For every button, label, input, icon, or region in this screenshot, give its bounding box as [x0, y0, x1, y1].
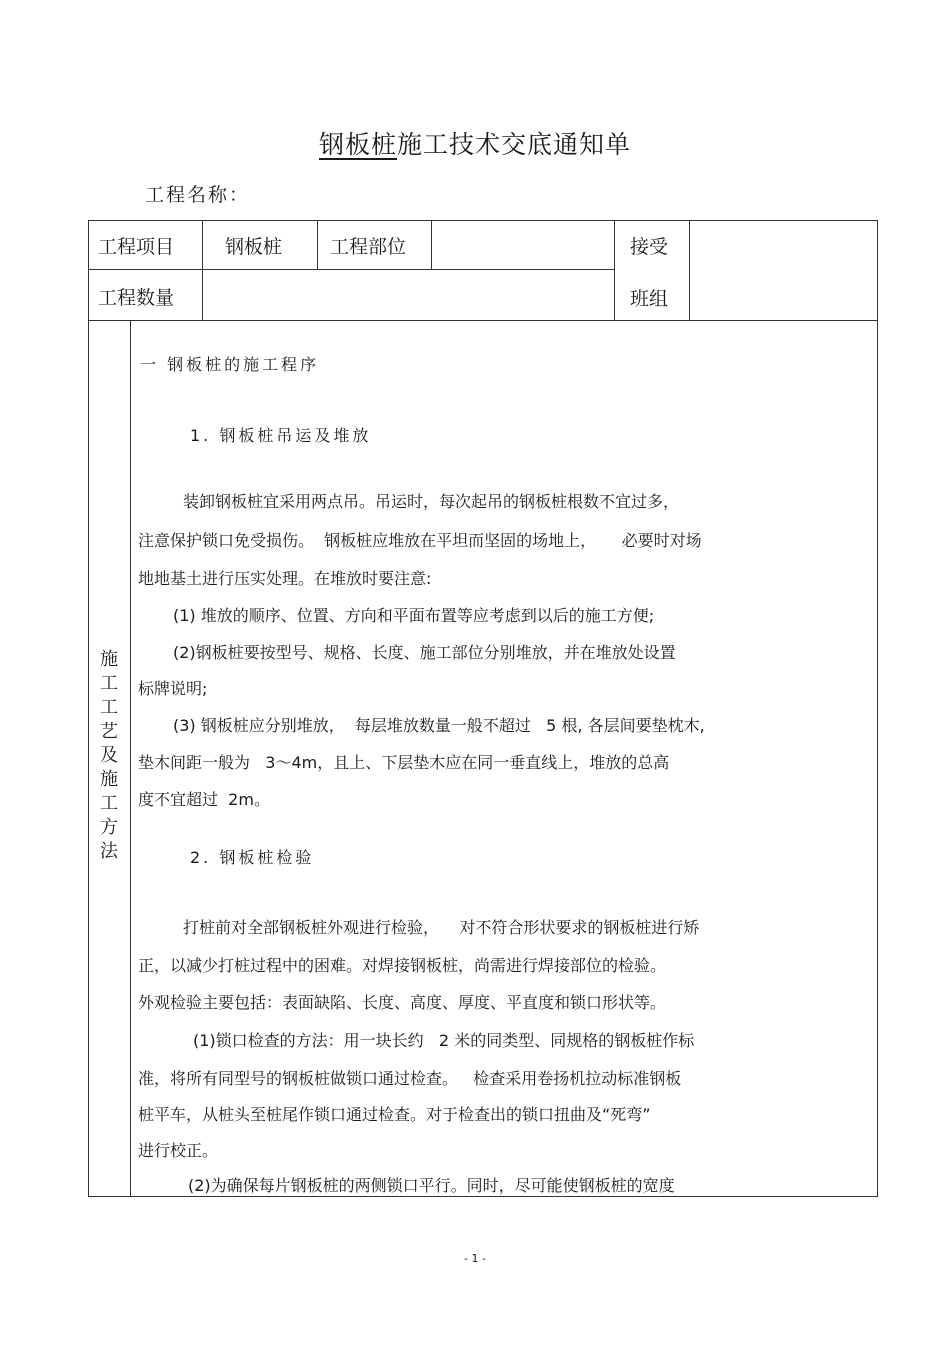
side-label-vertical — [88, 648, 130, 864]
col-divider-4 — [614, 220, 615, 321]
col-divider-3 — [431, 220, 432, 270]
table-border-right — [877, 220, 878, 1197]
side-char: 工 — [100, 697, 118, 718]
list-item: (1) 堆放的顺序、位置、方向和平面布置等应考虑到以后的施工方便; — [173, 606, 655, 625]
side-char: 艺 — [100, 721, 118, 742]
document-title — [0, 125, 950, 161]
col-divider-5 — [689, 220, 690, 321]
side-divider — [130, 320, 131, 1197]
title-underlined: 钢板桩 — [318, 130, 397, 159]
side-char: 及 — [100, 745, 118, 766]
subsection-heading: 2. 钢板桩检验 — [190, 848, 315, 867]
section-heading: 一 钢板桩的施工程序 — [140, 355, 320, 374]
col-divider-1 — [202, 220, 203, 321]
col-divider-2 — [317, 220, 318, 270]
paragraph-line: 打桩前对全部钢板桩外观进行检验， 对不符合形状要求的钢板桩进行矫 — [183, 918, 700, 937]
table-border-bottom — [88, 1196, 878, 1197]
side-char: 工 — [100, 793, 118, 814]
receive-label-1: 接受 — [630, 236, 669, 258]
paragraph-line: 装卸钢板桩宜采用两点吊。吊运时，每次起吊的钢板桩根数不宜过多， — [183, 492, 680, 511]
receive-label-2: 班组 — [630, 288, 669, 310]
list-item: (3) 钢板桩应分别堆放， 每层堆放数量一般不超过 5 根, 各层间要垫枕木, — [173, 716, 705, 735]
side-char: 施 — [100, 649, 118, 670]
item-value: 钢板桩 — [225, 236, 283, 258]
list-item: (2)为确保每片钢板桩的两侧锁口平行。同时，尽可能使钢板桩的宽度 — [188, 1176, 675, 1195]
subsection-heading: 1. 钢板桩吊运及堆放 — [190, 426, 372, 445]
list-item-cont: 标牌说明; — [138, 679, 208, 698]
list-item-cont: 度不宜超过 2m。 — [138, 790, 270, 809]
paragraph-line: 地地基土进行压实处理。在堆放时要注意: — [138, 569, 432, 588]
item-label: 工程项目 — [98, 236, 175, 258]
side-char: 施 — [100, 769, 118, 790]
page-number: - 1 - — [464, 1252, 486, 1265]
qty-label: 工程数量 — [98, 287, 175, 309]
paragraph-line: 正，以减少打桩过程中的困难。对焊接钢板桩，尚需进行焊接部位的检验。 — [138, 956, 667, 975]
header-divider — [88, 320, 878, 321]
list-item-cont: 垫木间距一般为 3～4m，且上、下层垫木应在同一垂直线上，堆放的总高 — [138, 753, 670, 772]
side-char: 法 — [100, 841, 118, 862]
table-border-top — [88, 220, 878, 221]
project-name-label: 工程名称： — [145, 184, 251, 206]
side-char: 工 — [100, 673, 118, 694]
list-item-cont: 桩平车，从桩头至桩尾作锁口通过检查。对于检查出的锁口扭曲及“死弯” — [138, 1105, 651, 1124]
title-rest: 施工技术交底通知单 — [397, 130, 632, 159]
side-char: 方 — [100, 817, 118, 838]
paragraph-line: 注意保护锁口免受损伤。 钢板桩应堆放在平坦而坚固的场地上， 必要时对场 — [138, 531, 702, 550]
list-item: (2)钢板桩要按型号、规格、长度、施工部位分别堆放，并在堆放处设置 — [173, 643, 676, 662]
paragraph-line: 外观检验主要包括：表面缺陷、长度、高度、厚度、平直度和锁口形状等。 — [138, 993, 667, 1012]
list-item-cont: 准，将所有同型号的钢板桩做锁口通过检查。 检查采用卷扬机拉动标准钢板 — [138, 1069, 682, 1088]
part-label: 工程部位 — [330, 236, 407, 258]
list-item-cont: 进行校正。 — [138, 1141, 219, 1160]
row1-divider — [88, 269, 614, 270]
list-item: (1)锁口检查的方法：用一块长约 2 米的同类型、同规格的钢板桩作标 — [193, 1031, 695, 1050]
